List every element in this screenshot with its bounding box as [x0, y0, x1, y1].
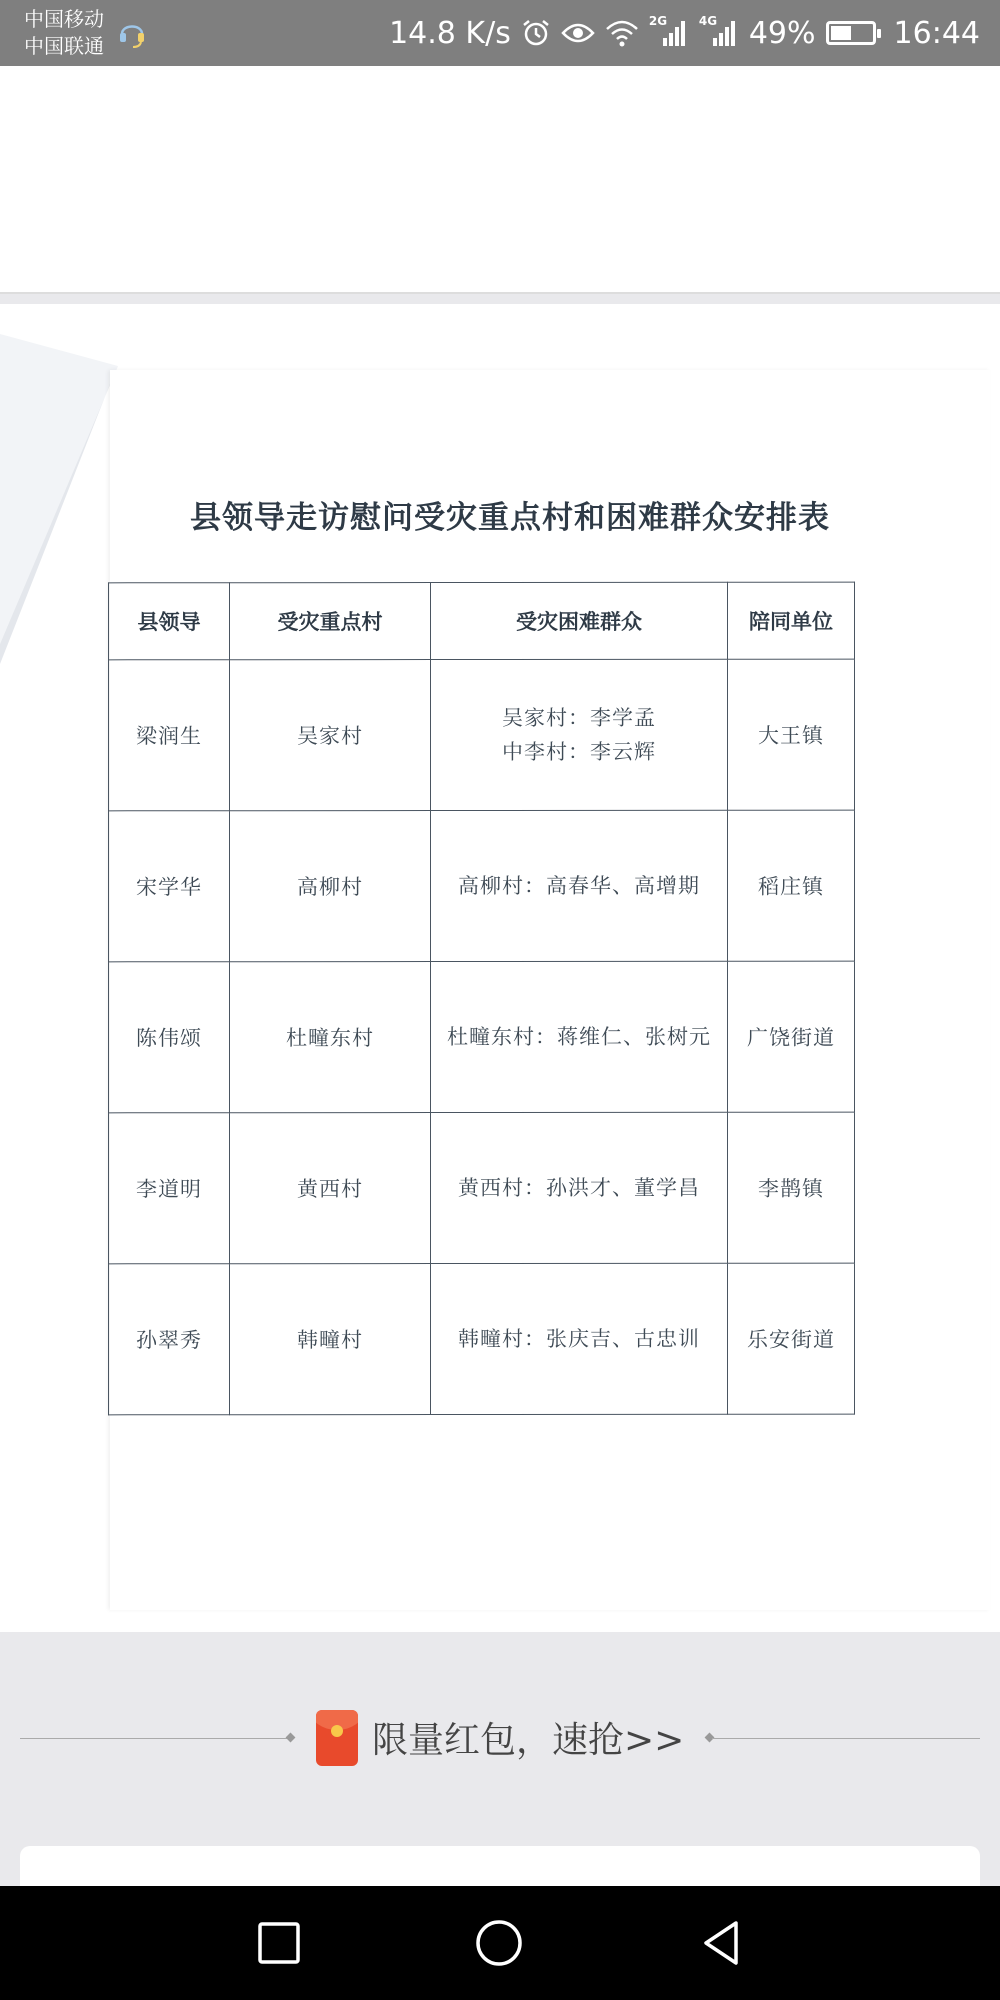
table-row	[109, 659, 855, 811]
document-photo[interactable]	[0, 304, 1000, 1632]
next-content-card[interactable]	[20, 1846, 980, 1886]
status-indicators	[389, 0, 980, 66]
signal-bars-icon	[649, 18, 689, 48]
red-packet-banner[interactable]	[0, 1700, 1000, 1780]
people-line: 黄西村：孙洪才、董学昌	[458, 1175, 700, 1201]
status-bar	[0, 0, 1000, 66]
cell-village: 高柳村	[230, 811, 431, 962]
square-icon[interactable]	[254, 1918, 304, 1968]
people-line: 中李村：李云辉	[502, 739, 656, 764]
cell-leader: 宋学华	[109, 811, 230, 962]
cell-unit: 大王镇	[728, 659, 855, 810]
battery-icon	[826, 21, 876, 45]
top-content-card	[0, 66, 1000, 294]
divider-left	[20, 1738, 290, 1739]
cell-village: 韩疃村	[230, 1264, 431, 1415]
triangle-back-icon[interactable]	[696, 1918, 746, 1968]
cell-leader: 孙翠秀	[109, 1264, 230, 1415]
people-line: 韩疃村：张庆吉、古忠训	[458, 1326, 700, 1352]
cell-unit: 李鹊镇	[728, 1112, 855, 1263]
navigation-bar	[0, 1886, 1000, 2000]
cell-people	[431, 659, 728, 810]
carrier-2: 中国联通	[24, 34, 104, 58]
divider-right	[712, 1738, 980, 1739]
arrangement-table	[108, 582, 855, 1416]
carrier-1: 中国移动	[24, 7, 104, 31]
cell-leader: 梁润生	[109, 660, 230, 811]
divider-dot-left	[286, 1733, 296, 1743]
cell-leader: 陈伟颂	[109, 962, 230, 1113]
table-row	[109, 810, 855, 962]
people-line: 杜疃东村：蒋维仁、张树元	[447, 1024, 711, 1050]
cell-people	[431, 810, 728, 961]
header-leader: 县领导	[109, 583, 230, 660]
signal-2-label: 4G	[698, 14, 718, 28]
red-packet-link[interactable]: 限量红包，速抢>>	[372, 1720, 685, 1761]
cell-village: 吴家村	[230, 660, 431, 811]
cell-village: 杜疃东村	[230, 962, 431, 1113]
table-row	[109, 1112, 855, 1264]
cell-people	[431, 1112, 728, 1263]
header-people: 受灾困难群众	[431, 582, 728, 659]
cell-leader: 李道明	[109, 1113, 230, 1264]
wifi-icon	[605, 19, 639, 47]
table-row	[109, 961, 855, 1113]
cell-people	[431, 961, 728, 1112]
cell-unit: 稻庄镇	[728, 810, 855, 961]
cell-village: 黄西村	[230, 1113, 431, 1264]
signal-1-label: 2G	[648, 14, 668, 28]
cell-people	[431, 1263, 728, 1414]
cell-unit: 广饶街道	[728, 961, 855, 1112]
headset-icon	[116, 16, 148, 50]
people-line: 吴家村：李学孟	[502, 705, 656, 730]
eye-comfort-icon	[561, 20, 595, 46]
table-header-row	[109, 582, 855, 660]
signal-2	[698, 14, 739, 48]
clock: 16:44	[893, 15, 980, 51]
table-row	[109, 1263, 855, 1415]
carrier-names	[24, 6, 104, 60]
network-speed: 14.8 K/s	[389, 15, 511, 51]
document-title: 县领导走访慰问受灾重点村和困难群众安排表	[190, 500, 830, 536]
alarm-icon	[521, 18, 551, 48]
battery-percent: 49%	[748, 15, 816, 51]
header-unit: 陪同单位	[728, 582, 855, 659]
signal-bars-icon	[699, 18, 739, 48]
red-packet-icon[interactable]	[316, 1710, 358, 1766]
circle-icon[interactable]	[474, 1918, 524, 1968]
header-village: 受灾重点村	[230, 583, 431, 660]
people-line: 高柳村：高春华、高增期	[458, 873, 700, 899]
cell-unit: 乐安街道	[728, 1263, 855, 1414]
signal-1	[648, 14, 689, 48]
battery-fill	[831, 26, 851, 40]
